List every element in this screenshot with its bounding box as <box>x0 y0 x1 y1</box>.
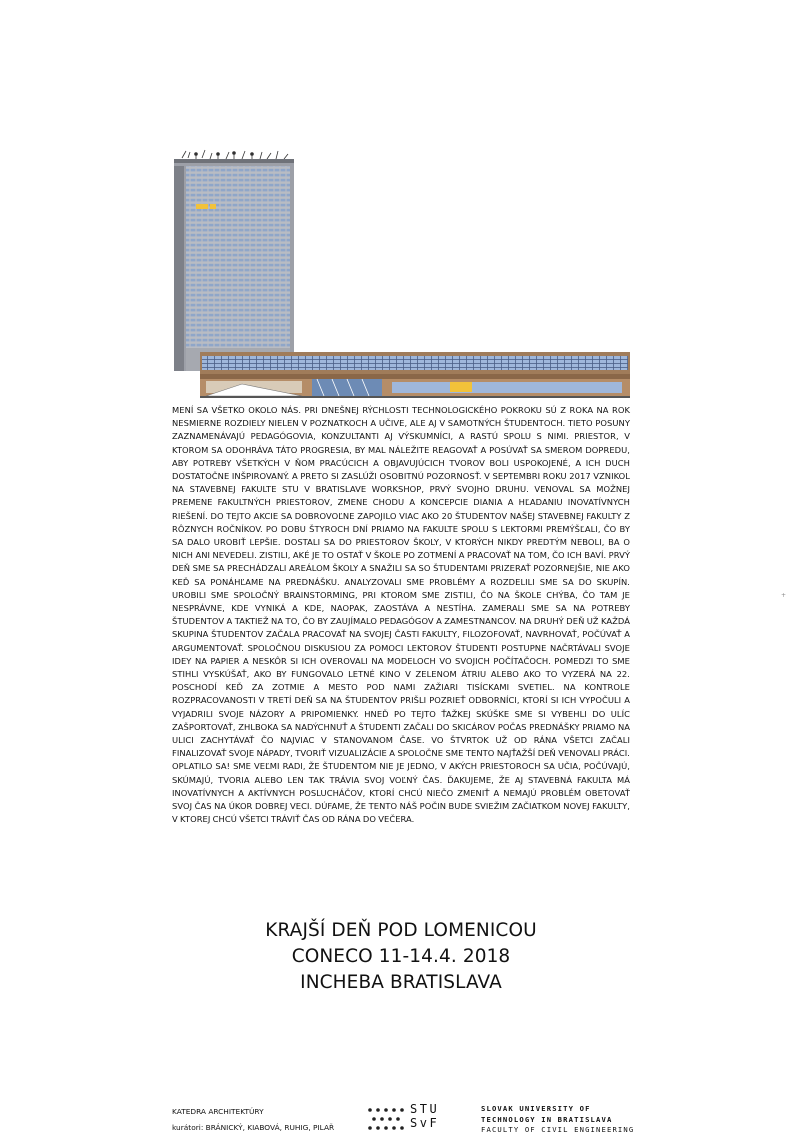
stu-logo-dots-icon <box>366 1107 406 1131</box>
event-title-block <box>172 918 630 996</box>
university-line-2: TECHNOLOGY IN BRATISLAVA <box>481 1114 613 1124</box>
department-name: KATEDRA ARCHITEKTÚRY <box>172 1107 264 1116</box>
faculty-name: FACULTY OF CIVIL ENGINEERING <box>481 1125 635 1134</box>
tower-windows <box>186 166 290 348</box>
building-illustration <box>172 148 632 402</box>
university-name <box>481 1104 634 1136</box>
event-venue: INCHEBA BRATISLAVA <box>300 972 502 993</box>
logo-svf-label: SvF <box>410 1116 440 1130</box>
university-line-1: SLOVAK UNIVERSITY OF <box>481 1104 591 1113</box>
logo-stu-label: STU <box>410 1102 440 1116</box>
event-title: KRAJŠÍ DEŇ POD LOMENICOU <box>265 920 537 941</box>
footer-credits <box>172 1104 334 1136</box>
event-dates: CONECO 11-14.4. 2018 <box>291 946 511 967</box>
stu-logo-text <box>410 1102 439 1130</box>
body-text: MENÍ SA VŠETKO OKOLO NÁS. PRI DNEŠNEJ RÝCHLOSTI TECHNOLOGICKÉHO POKROKU SÚ Z ROKA NA ROK NESMIERNE ROZDIELY NIELEN V POZNATKOCH A UČIVE, ALE AJ V SAMOTNÝCH ŠTUDENTOCH. TIETO POSUNY ZAZNAMENÁVAJÚ PEDAGÓGOVIA, KONZULTANTI AJ VÝSKUMNÍCI, A RASTÚ SPOLU S NIMI. PRIESTOR, V KTOROM SA ODOHRÁVA TÁTO PROGRESIA, BY MAL NÁLEŽITE REAGOVAŤ A POSÚVAŤ SA SMEROM DOPREDU, ABY POTREBY VŠETKÝCH V ŇOM PRACÚCICH A OBJAVUJÚCICH TVOROV BOLI USPOKOJENÉ, A ICH DUCH DOSTATOČNE INŠPIROVANÝ. A PRETO SI ZASLÚŽI OSOBITNÚ POZORNOSŤ. V SEPTEMBRI ROKU 2017 VZNIKOL NA STAVEBNEJ FAKULTE STU V BRATISLAVE WORKSHOP, PRVÝ SVOJHO DRUHU. VENOVAL SA MOŽNEJ PREMENE FAKULTNÝCH PRIESTOROV, ZMENE CHODU A KONCEPCIE DIANIA A HĽADANIU INOVATÍVNYCH RIEŠENÍ. DO TEJTO AKCIE SA DOBROVOĽNE ZAPOJILO VIAC AKO 20 ŠTUDENTOV NAŠEJ STAVEBNEJ FAKULTY Z RÔZNYCH ROČNÍKOV. PO DOBU ŠTYROCH DNÍ PRIAMO NA FAKULTE SPOLU S LEKTORMI PREMÝŠĽALI, ČO BY SA DALO UROBIŤ LEPŠIE. DOSTALI SA DO PRIESTOROV ŠKOLY, V KTORÝCH NIKDY PREDTÝM NEBOLI, BA O NICH ANI NEVEDELI. ZISTILI, AKÉ JE TO OSTAŤ V ŠKOLE PO ZOTMENÍ A PRACOVAŤ NA TOM, ČO ICH BAVÍ. PRVÝ DEŇ SME SA PRECHÁDZALI AREÁLOM ŠKOLY A SNAŽILI SA SO ŠTUDENTAMI PRIZERAŤ POZORNEJŠIE, NIE AKO KEĎ SA PONÁHĽAME NA PREDNÁŠKU. ANALYZOVALI SME PROBLÉMY A ROZDELILI SME SA DO SKUPÍN. UROBILI SME SPOLOČNÝ BRAINSTORMING, PRI KTOROM SME ZISTILI, ČO NA ŠKOLE CHÝBA, ČO TAM JE NESPRÁVNE, KDE VYNIKÁ A KDE, NAOPAK, ZAOSTÁVA A NESTÍHA. ZAMERALI SME SA NA POTREBY ŠTUDENTOV A TAKTIEŽ NA TO, ČO BY ZAUJÍMALO PEDAGÓGOV A ZAMESTNANCOV. NA DRUHÝ DEŇ UŽ KAŽDÁ SKUPINA ŠTUDENTOV ZAČALA PRACOVAŤ NA SVOJEJ ČASTI FAKULTY, FILOZOFOVAŤ, NAVRHOVAŤ, POČÚVAŤ A ARGUMENTOVAŤ. SPOLOČNOU DISKUSIOU ZA POMOCI LEKTOROV ŠTUDENTI POSTUPNE NAČRTÁVALI SVOJE IDEY NA PAPIER A NESKÔR SI ICH OVEROVALI NA MODELOCH VO SVOJICH POČÍTAČOCH. POMEDZI TO SME STIHLI VYSKÚŠAŤ, AKO BY FUNGOVALO LETNÉ KINO V ZELENOM ÁTRIU ALEBO AKO TO VYZERÁ NA 22. POSCHODÍ KEĎ ZA ZOTMIE A MESTO POD NAMI ZAŽIARI TISÍCKAMI SVETIEL. NA KONTROLE ROZPRACOVANOSTI V TRETÍ DEŇ SA NA ŠTUDENTOV PRIŠLI POZRIEŤ ODBORNÍCI, KTORÍ SI ICH VYPOČULI A VYJADRILI SVOJE NÁZORY A PRIPOMIENKY. HNEĎ PO TEJTO ŤAŽKEJ SKÚŠKE SME SI VYBEHLI DO ULÍC ZAŠPORTOVAŤ, ZHLBOKA SA NADÝCHNUŤ A ŠTUDENTI ZAČALI DO SKICÁROV POČAS PREDNÁŠKY PRIAMO NA ULICI ZACHYTÁVAŤ ČO NAJVIAC V STANOVANOM ČASE. VO ŠTVRTOK UŽ OD RÁNA VŠETCI ZAČALI FINALIZOVAŤ SVOJE NÁPADY, TVORIŤ VIZUALIZÁCIE A SPOLOČNE SME TENTO NAJŤAŽŠÍ DEŇ VENOVALI PRÁCI. OPLATILO SA! SME VEĽMI RADI, ŽE ŠTUDENTOM NIE JE JEDNO, V AKÝCH PRIESTOROCH SA UČIA, POČÚVAJÚ, SKÚMAJÚ, TVORIA ALEBO LEN TAK TRÁVIA SVOJ VOĽNÝ ČAS. ĎAKUJEME, ŽE AJ STAVEBNÁ FAKULTA MÁ INOVATÍVNYCH A AKTÍVNYCH POSLUCHÁČOV, KTORÍ CHCÚ NIEČO ZMENIŤ A NEMAJÚ PROBLÉM OBETOVAŤ SVOJ ČAS NA ÚKOR DOBREJ VECI. DÚFAME, ŽE TENTO NÁŠ POČIN BUDE SVIEŽIM ZAČIATKOM NOVEJ FAKULTY, V KTOREJ CHCÚ VŠETCI TRÁVIŤ ČAS OD RÁNA DO VEČERA. <box>172 405 630 825</box>
side-mark-icon: + <box>781 592 787 599</box>
curators-list: kurátori: BRÁNICKÝ, KIABOVÁ, RUHIG, PILAŘ <box>172 1123 335 1132</box>
rooftop-figures <box>182 150 288 159</box>
